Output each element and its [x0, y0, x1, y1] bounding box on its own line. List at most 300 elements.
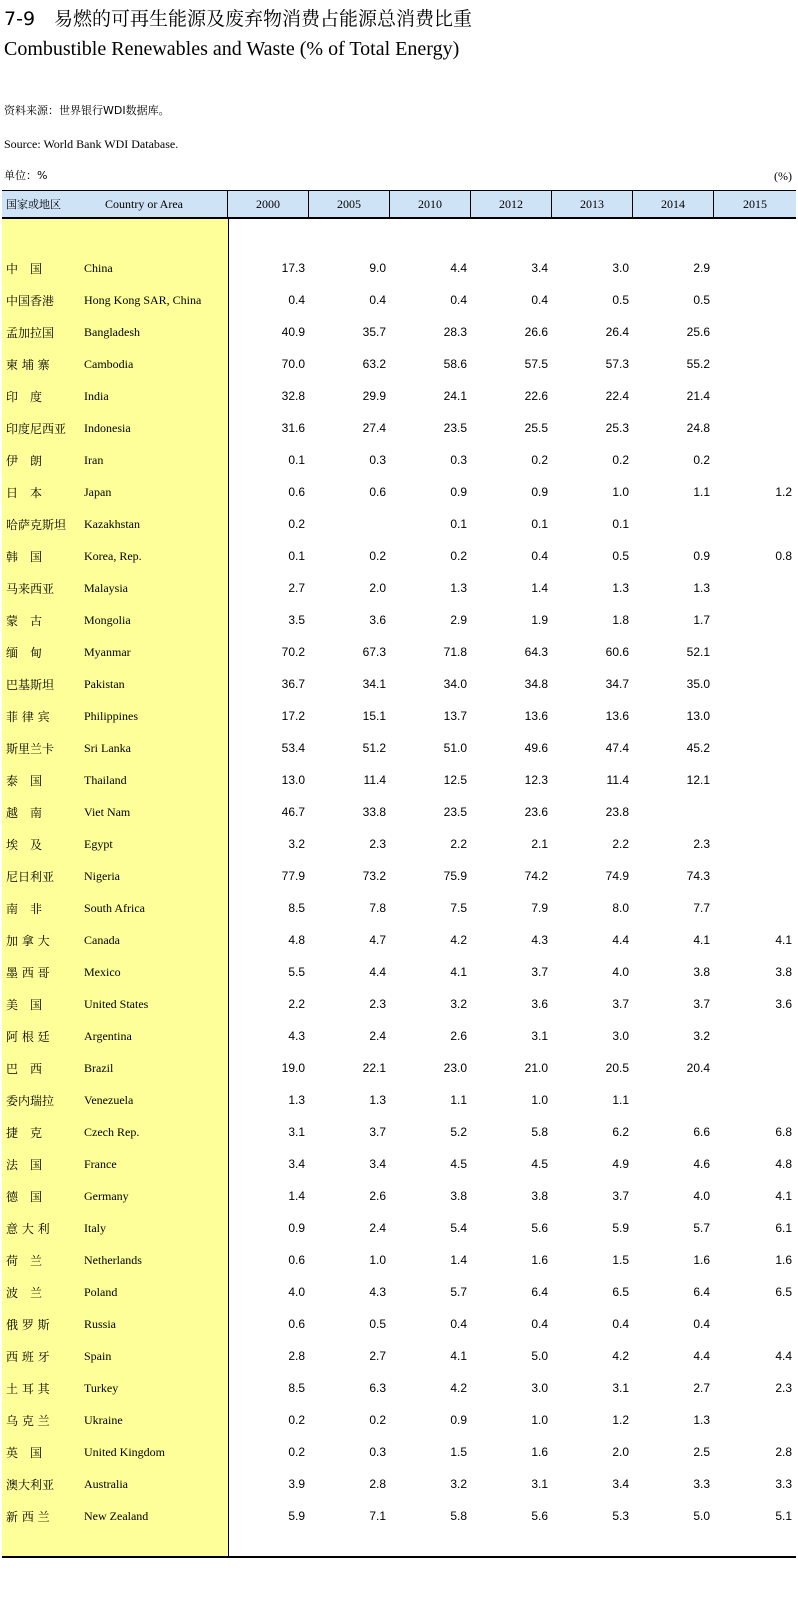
header-year: 2010 [390, 191, 471, 217]
table-row [2, 540, 796, 572]
table-row [2, 1116, 796, 1148]
value-cell: 3.6 [531, 997, 548, 1011]
table-row [2, 796, 796, 828]
value-cell: 23.6 [524, 805, 548, 819]
value-cell: 32.8 [281, 389, 305, 403]
value-cell: 12.1 [686, 773, 710, 787]
value-cell: 1.0 [531, 1093, 548, 1107]
value-cell: 4.0 [612, 965, 629, 979]
value-cell: 1.9 [531, 613, 548, 627]
country-name-chinese: 越 南 [6, 805, 43, 820]
value-cell: 0.4 [531, 1317, 548, 1331]
value-cell: 4.9 [612, 1157, 629, 1171]
value-cell: 49.6 [524, 741, 548, 755]
country-name-chinese: 墨 西 哥 [6, 965, 50, 980]
value-cell: 2.2 [288, 997, 305, 1011]
value-cell: 2.9 [450, 613, 467, 627]
value-cell: 4.1 [450, 965, 467, 979]
value-cell: 4.8 [288, 933, 305, 947]
value-cell: 5.8 [450, 1509, 467, 1523]
value-cell: 2.5 [693, 1445, 710, 1459]
value-cell: 70.0 [281, 357, 305, 371]
value-cell: 74.9 [605, 869, 629, 883]
value-cell: 5.0 [531, 1349, 548, 1363]
country-name-english: Hong Kong SAR, China [84, 292, 202, 307]
value-cell: 27.4 [362, 421, 386, 435]
country-name-chinese: 巴基斯坦 [6, 677, 55, 692]
value-cell: 6.5 [775, 1285, 792, 1299]
table-row [2, 1308, 796, 1340]
value-cell: 70.2 [281, 645, 305, 659]
value-cell: 13.0 [281, 773, 305, 787]
value-cell: 31.6 [281, 421, 305, 435]
value-cell: 4.4 [450, 261, 467, 275]
value-cell: 8.0 [612, 901, 629, 915]
country-name-english: Myanmar [84, 644, 131, 659]
value-cell: 2.7 [693, 1381, 710, 1395]
value-cell: 2.8 [288, 1349, 305, 1363]
country-name-chinese: 马来西亚 [6, 581, 55, 596]
table-row [2, 1148, 796, 1180]
country-name-chinese: 中 国 [6, 261, 43, 276]
value-cell: 6.4 [693, 1285, 710, 1299]
value-cell: 1.7 [693, 613, 710, 627]
value-cell: 34.7 [605, 677, 629, 691]
country-name-english: Pakistan [84, 676, 125, 691]
table-row [2, 1404, 796, 1436]
value-cell: 5.8 [531, 1125, 548, 1139]
value-cell: 2.3 [693, 837, 710, 851]
country-name-chinese: 美 国 [6, 997, 43, 1012]
table-row [2, 732, 796, 764]
value-cell: 4.4 [693, 1349, 710, 1363]
country-name-chinese: 波 兰 [6, 1285, 43, 1300]
value-cell: 12.5 [443, 773, 467, 787]
header-year: 2012 [471, 191, 552, 217]
value-cell: 57.5 [524, 357, 548, 371]
value-cell: 58.6 [443, 357, 467, 371]
value-cell: 3.4 [369, 1157, 386, 1171]
value-cell: 0.6 [288, 485, 305, 499]
value-cell: 4.3 [369, 1285, 386, 1299]
value-cell: 0.1 [531, 517, 548, 531]
value-cell: 60.6 [605, 645, 629, 659]
country-name-english: United Kingdom [84, 1444, 165, 1459]
table-row [2, 1340, 796, 1372]
value-cell: 22.1 [362, 1061, 386, 1075]
value-cell: 0.4 [531, 549, 548, 563]
value-cell: 0.4 [612, 1317, 629, 1331]
value-cell: 13.6 [605, 709, 629, 723]
table-bottom-border [2, 1556, 796, 1558]
value-cell: 22.4 [605, 389, 629, 403]
value-cell: 73.2 [362, 869, 386, 883]
country-name-english: New Zealand [84, 1508, 149, 1523]
value-cell: 34.1 [362, 677, 386, 691]
value-cell: 26.4 [605, 325, 629, 339]
country-name-chinese: 伊 朗 [6, 453, 43, 468]
value-cell: 21.4 [686, 389, 710, 403]
value-cell: 0.2 [612, 453, 629, 467]
value-cell: 0.3 [450, 453, 467, 467]
value-cell: 2.0 [612, 1445, 629, 1459]
value-cell: 51.0 [443, 741, 467, 755]
value-cell: 0.1 [612, 517, 629, 531]
value-cell: 4.4 [775, 1349, 792, 1363]
value-cell: 0.9 [450, 1413, 467, 1427]
value-cell: 3.1 [288, 1125, 305, 1139]
country-name-english: Kazakhstan [84, 516, 140, 531]
value-cell: 0.9 [450, 485, 467, 499]
country-name-chinese: 意 大 利 [6, 1221, 50, 1236]
value-cell: 0.2 [369, 549, 386, 563]
country-name-english: Brazil [84, 1060, 114, 1075]
value-cell: 1.4 [288, 1189, 305, 1203]
country-name-chinese: 蒙 古 [6, 613, 43, 628]
value-cell: 5.6 [531, 1221, 548, 1235]
value-cell: 3.1 [531, 1477, 548, 1491]
country-name-chinese: 日 本 [6, 485, 43, 500]
value-cell: 1.3 [693, 1413, 710, 1427]
country-name-english: Nigeria [84, 868, 120, 883]
value-cell: 35.0 [686, 677, 710, 691]
value-cell: 2.0 [369, 581, 386, 595]
country-name-english: Italy [84, 1220, 106, 1235]
value-cell: 4.5 [531, 1157, 548, 1171]
country-name-english: Germany [84, 1188, 129, 1203]
table-row [2, 1468, 796, 1500]
value-cell: 0.5 [612, 549, 629, 563]
value-cell: 24.1 [443, 389, 467, 403]
country-name-english: France [84, 1156, 117, 1171]
table-row [2, 924, 796, 956]
table-row [2, 476, 796, 508]
value-cell: 5.1 [775, 1509, 792, 1523]
value-cell: 2.3 [369, 997, 386, 1011]
country-name-english: Australia [84, 1476, 128, 1491]
value-cell: 4.1 [450, 1349, 467, 1363]
value-cell: 0.4 [450, 293, 467, 307]
value-cell: 64.3 [524, 645, 548, 659]
value-cell: 7.1 [369, 1509, 386, 1523]
country-name-english: Bangladesh [84, 324, 140, 339]
value-cell: 6.5 [612, 1285, 629, 1299]
country-name-chinese: 荷 兰 [6, 1253, 43, 1268]
country-name-english: Canada [84, 932, 120, 947]
value-cell: 0.4 [531, 293, 548, 307]
value-cell: 0.9 [288, 1221, 305, 1235]
value-cell: 2.6 [369, 1189, 386, 1203]
table-row [2, 316, 796, 348]
value-cell: 11.4 [606, 773, 629, 787]
country-name-chinese: 德 国 [6, 1189, 43, 1204]
value-cell: 51.2 [362, 741, 386, 755]
value-cell: 3.9 [288, 1477, 305, 1491]
value-cell: 5.0 [693, 1509, 710, 1523]
value-cell: 0.4 [693, 1317, 710, 1331]
value-cell: 0.5 [369, 1317, 386, 1331]
value-cell: 74.3 [686, 869, 710, 883]
table-row [2, 1244, 796, 1276]
value-cell: 12.3 [524, 773, 548, 787]
value-cell: 0.2 [288, 1445, 305, 1459]
value-cell: 21.0 [524, 1061, 548, 1075]
value-cell: 1.6 [775, 1253, 792, 1267]
value-cell: 3.8 [775, 965, 792, 979]
country-name-english: China [84, 260, 113, 275]
value-cell: 1.5 [450, 1445, 467, 1459]
value-cell: 3.4 [531, 261, 548, 275]
value-cell: 20.5 [605, 1061, 629, 1075]
value-cell: 4.7 [369, 933, 386, 947]
value-cell: 8.5 [288, 1381, 305, 1395]
country-name-chinese: 中国香港 [6, 293, 55, 308]
country-name-english: Venezuela [84, 1092, 134, 1107]
value-cell: 2.3 [369, 837, 386, 851]
country-name-chinese: 捷 克 [6, 1125, 43, 1140]
value-cell: 6.6 [693, 1125, 710, 1139]
table-row [2, 1052, 796, 1084]
value-cell: 5.2 [450, 1125, 467, 1139]
value-cell: 3.7 [531, 965, 548, 979]
value-cell: 0.9 [693, 549, 710, 563]
value-cell: 3.4 [612, 1477, 629, 1491]
value-cell: 3.6 [369, 613, 386, 627]
value-cell: 9.0 [369, 261, 386, 275]
table-row [2, 1020, 796, 1052]
table-row [2, 892, 796, 924]
value-cell: 2.7 [288, 581, 305, 595]
value-cell: 4.0 [693, 1189, 710, 1203]
country-name-chinese: 法 国 [6, 1157, 43, 1172]
value-cell: 4.2 [450, 1381, 467, 1395]
value-cell: 1.0 [612, 485, 629, 499]
table-row [2, 1500, 796, 1532]
value-cell: 35.7 [362, 325, 386, 339]
value-cell: 25.5 [524, 421, 548, 435]
value-cell: 13.6 [524, 709, 548, 723]
country-name-chinese: 韩 国 [6, 549, 43, 564]
source-note-english: Source: World Bank WDI Database. [4, 137, 179, 151]
table-row [2, 348, 796, 380]
value-cell: 77.9 [281, 869, 305, 883]
table-header [2, 190, 796, 219]
value-cell: 52.1 [686, 645, 710, 659]
source-note-chinese: 资料来源：世界银行WDI数据库。 [4, 104, 170, 117]
value-cell: 0.6 [288, 1317, 305, 1331]
value-cell: 0.5 [693, 293, 710, 307]
value-cell: 6.1 [775, 1221, 792, 1235]
value-cell: 3.5 [288, 613, 305, 627]
country-name-chinese: 英 国 [6, 1445, 43, 1460]
country-name-english: Philippines [84, 708, 139, 723]
value-cell: 2.9 [693, 261, 710, 275]
header-year: 2014 [633, 191, 714, 217]
value-cell: 0.2 [288, 517, 305, 531]
value-cell: 0.4 [369, 293, 386, 307]
value-cell: 0.1 [288, 549, 305, 563]
table-row [2, 764, 796, 796]
value-cell: 1.1 [450, 1093, 467, 1107]
table-row [2, 604, 796, 636]
value-cell: 5.7 [693, 1221, 710, 1235]
country-name-chinese: 印度尼西亚 [6, 421, 67, 436]
country-name-english: Turkey [84, 1380, 119, 1395]
country-name-chinese: 乌 克 兰 [6, 1413, 50, 1428]
value-cell: 1.6 [531, 1253, 548, 1267]
value-cell: 13.0 [686, 709, 710, 723]
header-year: 2015 [743, 196, 767, 211]
table-row [2, 508, 796, 540]
country-name-chinese: 印 度 [6, 389, 43, 404]
country-name-chinese: 委内瑞拉 [6, 1093, 55, 1108]
value-cell: 20.4 [686, 1061, 710, 1075]
value-cell: 1.3 [693, 581, 710, 595]
value-cell: 1.8 [612, 613, 629, 627]
table-row [2, 956, 796, 988]
value-cell: 17.3 [281, 261, 305, 275]
value-cell: 45.2 [686, 741, 710, 755]
value-cell: 1.5 [612, 1253, 629, 1267]
value-cell: 2.3 [775, 1381, 792, 1395]
country-name-english: Mexico [84, 964, 121, 979]
table-row [2, 988, 796, 1020]
table-row [2, 572, 796, 604]
value-cell: 0.5 [612, 293, 629, 307]
value-cell: 53.4 [281, 741, 305, 755]
value-cell: 1.3 [612, 581, 629, 595]
country-name-chinese: 西 班 牙 [6, 1349, 50, 1364]
value-cell: 3.0 [612, 261, 629, 275]
value-cell: 25.3 [605, 421, 629, 435]
value-cell: 7.7 [693, 901, 710, 915]
value-cell: 5.3 [612, 1509, 629, 1523]
country-name-english: Korea, Rep. [84, 548, 142, 563]
value-cell: 2.2 [612, 837, 629, 851]
value-cell: 19.0 [281, 1061, 305, 1075]
value-cell: 1.1 [612, 1093, 629, 1107]
value-cell: 4.8 [775, 1157, 792, 1171]
value-cell: 0.2 [369, 1413, 386, 1427]
value-cell: 17.2 [281, 709, 305, 723]
value-cell: 3.7 [612, 997, 629, 1011]
country-name-chinese: 俄 罗 斯 [6, 1317, 50, 1332]
table-row [2, 668, 796, 700]
value-cell: 1.4 [450, 1253, 467, 1267]
country-name-english: Ukraine [84, 1412, 123, 1427]
table-row [2, 860, 796, 892]
value-cell: 3.3 [693, 1477, 710, 1491]
value-cell: 28.3 [443, 325, 467, 339]
value-cell: 67.3 [362, 645, 386, 659]
header-area-chinese: 国家或地区 [6, 198, 61, 211]
value-cell: 3.8 [531, 1189, 548, 1203]
value-cell: 5.9 [612, 1221, 629, 1235]
value-cell: 1.0 [531, 1413, 548, 1427]
value-cell: 23.8 [605, 805, 629, 819]
value-cell: 3.2 [450, 997, 467, 1011]
table-row [2, 380, 796, 412]
value-cell: 11.4 [363, 773, 386, 787]
country-name-chinese: 阿 根 廷 [6, 1029, 50, 1044]
value-cell: 25.6 [686, 325, 710, 339]
value-cell: 34.0 [443, 677, 467, 691]
value-cell: 3.2 [450, 1477, 467, 1491]
table-row [2, 1084, 796, 1116]
value-cell: 5.6 [531, 1509, 548, 1523]
table-row [2, 252, 796, 284]
value-cell: 4.2 [450, 933, 467, 947]
value-cell: 29.9 [362, 389, 386, 403]
country-name-english: Argentina [84, 1028, 132, 1043]
header-year: 2013 [552, 191, 633, 217]
value-cell: 7.9 [531, 901, 548, 915]
value-cell: 46.7 [281, 805, 305, 819]
value-cell: 15.1 [362, 709, 386, 723]
value-cell: 1.4 [531, 581, 548, 595]
country-name-chinese: 哈萨克斯坦 [6, 517, 67, 532]
value-cell: 4.1 [775, 933, 792, 947]
value-cell: 34.8 [524, 677, 548, 691]
value-cell: 3.2 [288, 837, 305, 851]
country-name-english: United States [84, 996, 149, 1011]
value-cell: 36.7 [281, 677, 305, 691]
value-cell: 0.4 [450, 1317, 467, 1331]
table-row [2, 412, 796, 444]
value-cell: 3.2 [693, 1029, 710, 1043]
value-cell: 4.0 [288, 1285, 305, 1299]
value-cell: 57.3 [605, 357, 629, 371]
value-cell: 0.9 [531, 485, 548, 499]
value-cell: 33.8 [362, 805, 386, 819]
table-row [2, 284, 796, 316]
country-name-chinese: 巴 西 [6, 1061, 43, 1076]
country-name-chinese: 澳大利亚 [6, 1477, 55, 1492]
value-cell: 3.0 [612, 1029, 629, 1043]
country-name-chinese: 埃 及 [6, 837, 43, 852]
value-cell: 6.8 [775, 1125, 792, 1139]
value-cell: 22.6 [524, 389, 548, 403]
table-row [2, 1276, 796, 1308]
value-cell: 3.8 [693, 965, 710, 979]
value-cell: 2.1 [531, 837, 548, 851]
value-cell: 63.2 [362, 357, 386, 371]
value-cell: 3.6 [775, 997, 792, 1011]
value-cell: 75.9 [443, 869, 467, 883]
country-name-english: Mongolia [84, 612, 131, 627]
country-name-english: Thailand [84, 772, 127, 787]
country-name-english: Spain [84, 1348, 112, 1363]
value-cell: 4.4 [612, 933, 629, 947]
value-cell: 13.7 [443, 709, 467, 723]
value-cell: 40.9 [281, 325, 305, 339]
value-cell: 3.0 [531, 1381, 548, 1395]
country-name-chinese: 泰 国 [6, 773, 43, 788]
table-row [2, 1436, 796, 1468]
value-cell: 2.7 [369, 1349, 386, 1363]
value-cell: 6.2 [612, 1125, 629, 1139]
value-cell: 3.3 [775, 1477, 792, 1491]
country-name-chinese: 土 耳 其 [6, 1381, 50, 1396]
value-cell: 4.3 [531, 933, 548, 947]
value-cell: 7.8 [369, 901, 386, 915]
value-cell: 71.8 [443, 645, 467, 659]
header-area-english: Country or Area [105, 196, 183, 211]
value-cell: 0.3 [369, 453, 386, 467]
value-cell: 26.6 [524, 325, 548, 339]
unit-label-english: (%) [774, 169, 792, 183]
table-row [2, 444, 796, 476]
